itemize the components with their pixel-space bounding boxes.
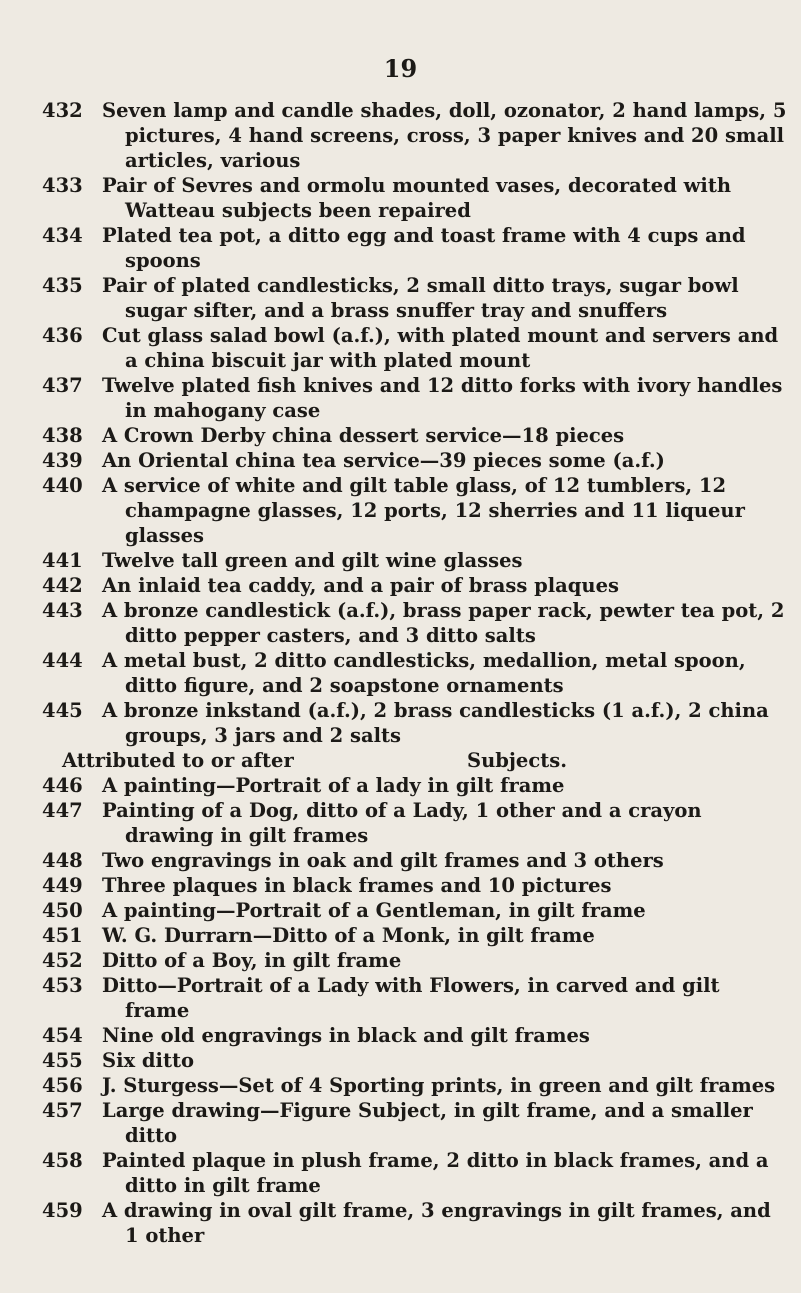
lot-entry xyxy=(42,898,787,923)
lot-entry xyxy=(42,323,787,373)
lot-description: Ditto of a Boy, in gilt frame xyxy=(102,949,402,972)
lot-entry xyxy=(42,648,787,698)
lot-description: An inlaid tea caddy, and a pair of brass plaques xyxy=(102,574,619,597)
lot-entry xyxy=(42,223,787,273)
lot-description: Pair of Sevres and ormolu mounted vases, decorated with Watteau subjects been repaired xyxy=(102,174,732,222)
lot-number: 457 xyxy=(42,1099,83,1122)
lot-entry xyxy=(42,1198,787,1248)
lot-description: Two engravings in oak and gilt frames and 3 others xyxy=(102,849,664,872)
lot-entry xyxy=(42,1073,787,1098)
lot-number: 435 xyxy=(42,274,83,297)
lot-description: An Oriental china tea service—39 pieces some (a.f.) xyxy=(102,449,665,472)
lot-entry xyxy=(42,848,787,873)
page-number: 19 xyxy=(383,54,418,83)
lot-entry xyxy=(42,598,787,648)
lot-description: Painting of a Dog, ditto of a Lady, 1 other and a crayon drawing in gilt frames xyxy=(102,799,702,847)
section-heading-left: Attributed to or after xyxy=(62,749,294,772)
lot-number: 446 xyxy=(42,774,83,797)
lot-description: J. Sturgess—Set of 4 Sporting prints, in green and gilt frames xyxy=(102,1074,776,1097)
lot-entry xyxy=(42,948,787,973)
lot-entry xyxy=(42,873,787,898)
lot-entry xyxy=(42,423,787,448)
lot-description: A bronze candlestick (a.f.), brass paper rack, pewter tea pot, 2 ditto pepper casters, and 3 ditto salts xyxy=(102,599,785,647)
lot-description: A metal bust, 2 ditto candlesticks, medallion, metal spoon, ditto figure, and 2 soapstone ornaments xyxy=(102,649,746,697)
lot-number: 455 xyxy=(42,1049,83,1072)
lot-number: 456 xyxy=(42,1074,83,1097)
lot-description: A painting—Portrait of a Gentleman, in gilt frame xyxy=(102,899,646,922)
lot-entry xyxy=(42,448,787,473)
lot-number: 459 xyxy=(42,1199,83,1222)
lot-entry xyxy=(42,573,787,598)
lots-section-b xyxy=(42,773,787,1248)
lot-number: 438 xyxy=(42,424,83,447)
lot-entry xyxy=(42,273,787,323)
lot-entry xyxy=(42,1148,787,1198)
lot-number: 434 xyxy=(42,224,83,247)
lot-number: 458 xyxy=(42,1149,83,1172)
lot-number: 454 xyxy=(42,1024,83,1047)
lot-number: 450 xyxy=(42,899,83,922)
lot-number: 451 xyxy=(42,924,83,947)
lot-description: Plated tea pot, a ditto egg and toast frame with 4 cups and spoons xyxy=(102,224,746,272)
catalogue-list xyxy=(42,98,787,1248)
lot-entry xyxy=(42,773,787,798)
section-heading-right: Subjects. xyxy=(466,749,567,772)
lot-description: Pair of plated candlesticks, 2 small ditto trays, sugar bowl sugar sifter, and a brass snuffer tray and snuffers xyxy=(102,274,739,322)
lot-number: 447 xyxy=(42,799,83,822)
lot-entry xyxy=(42,473,787,548)
lot-description: Ditto—Portrait of a Lady with Flowers, in carved and gilt frame xyxy=(102,974,720,1022)
lot-entry xyxy=(42,698,787,748)
lot-description: Twelve tall green and gilt wine glasses xyxy=(102,549,523,572)
lot-number: 437 xyxy=(42,374,83,397)
section-heading xyxy=(42,748,787,773)
lot-entry xyxy=(42,98,787,173)
lot-number: 453 xyxy=(42,974,83,997)
lot-number: 444 xyxy=(42,649,83,672)
lot-description: A service of white and gilt table glass, of 12 tumblers, 12 champagne glasses, 12 ports, 12 sherries and 11 liqueur glasses xyxy=(102,474,745,547)
lot-number: 449 xyxy=(42,874,83,897)
lot-number: 432 xyxy=(42,99,83,122)
lot-description: Nine old engravings in black and gilt frames xyxy=(102,1024,590,1047)
lot-description: Painted plaque in plush frame, 2 ditto in black frames, and a ditto in gilt frame xyxy=(102,1149,769,1197)
lot-entry xyxy=(42,373,787,423)
lot-number: 441 xyxy=(42,549,83,572)
lot-entry xyxy=(42,1098,787,1148)
lot-entry xyxy=(42,1048,787,1073)
lot-description: Six ditto xyxy=(102,1049,194,1072)
lot-entry xyxy=(42,548,787,573)
lot-entry xyxy=(42,173,787,223)
lot-description: Cut glass salad bowl (a.f.), with plated mount and servers and a china biscuit jar with plated mount xyxy=(102,324,779,372)
lot-number: 442 xyxy=(42,574,83,597)
lot-entry xyxy=(42,973,787,1023)
lot-description: A drawing in oval gilt frame, 3 engravings in gilt frames, and 1 other xyxy=(102,1199,771,1247)
lots-section-a xyxy=(42,98,787,748)
lot-description: A painting—Portrait of a lady in gilt frame xyxy=(102,774,565,797)
lot-entry xyxy=(42,798,787,848)
lot-number: 445 xyxy=(42,699,83,722)
lot-description: Twelve plated fish knives and 12 ditto forks with ivory handles in mahogany case xyxy=(102,374,783,422)
lot-description: Seven lamp and candle shades, doll, ozonator, 2 hand lamps, 5 pictures, 4 hand screens, cross, 3 paper knives and 20 small articles, various xyxy=(102,99,787,172)
lot-entry xyxy=(42,1023,787,1048)
lot-number: 452 xyxy=(42,949,83,972)
lot-description: A bronze inkstand (a.f.), 2 brass candlesticks (1 a.f.), 2 china groups, 3 jars and 2 salts xyxy=(102,699,769,747)
lot-number: 440 xyxy=(42,474,83,497)
lot-entry xyxy=(42,923,787,948)
lot-number: 448 xyxy=(42,849,83,872)
lot-number: 439 xyxy=(42,449,83,472)
lot-description: A Crown Derby china dessert service—18 pieces xyxy=(102,424,625,447)
lot-number: 436 xyxy=(42,324,83,347)
lot-description: Large drawing—Figure Subject, in gilt frame, and a smaller ditto xyxy=(102,1099,753,1147)
lot-number: 433 xyxy=(42,174,83,197)
lot-description: W. G. Durrarn—Ditto of a Monk, in gilt frame xyxy=(102,924,595,947)
lot-description: Three plaques in black frames and 10 pictures xyxy=(102,874,612,897)
lot-number: 443 xyxy=(42,599,83,622)
